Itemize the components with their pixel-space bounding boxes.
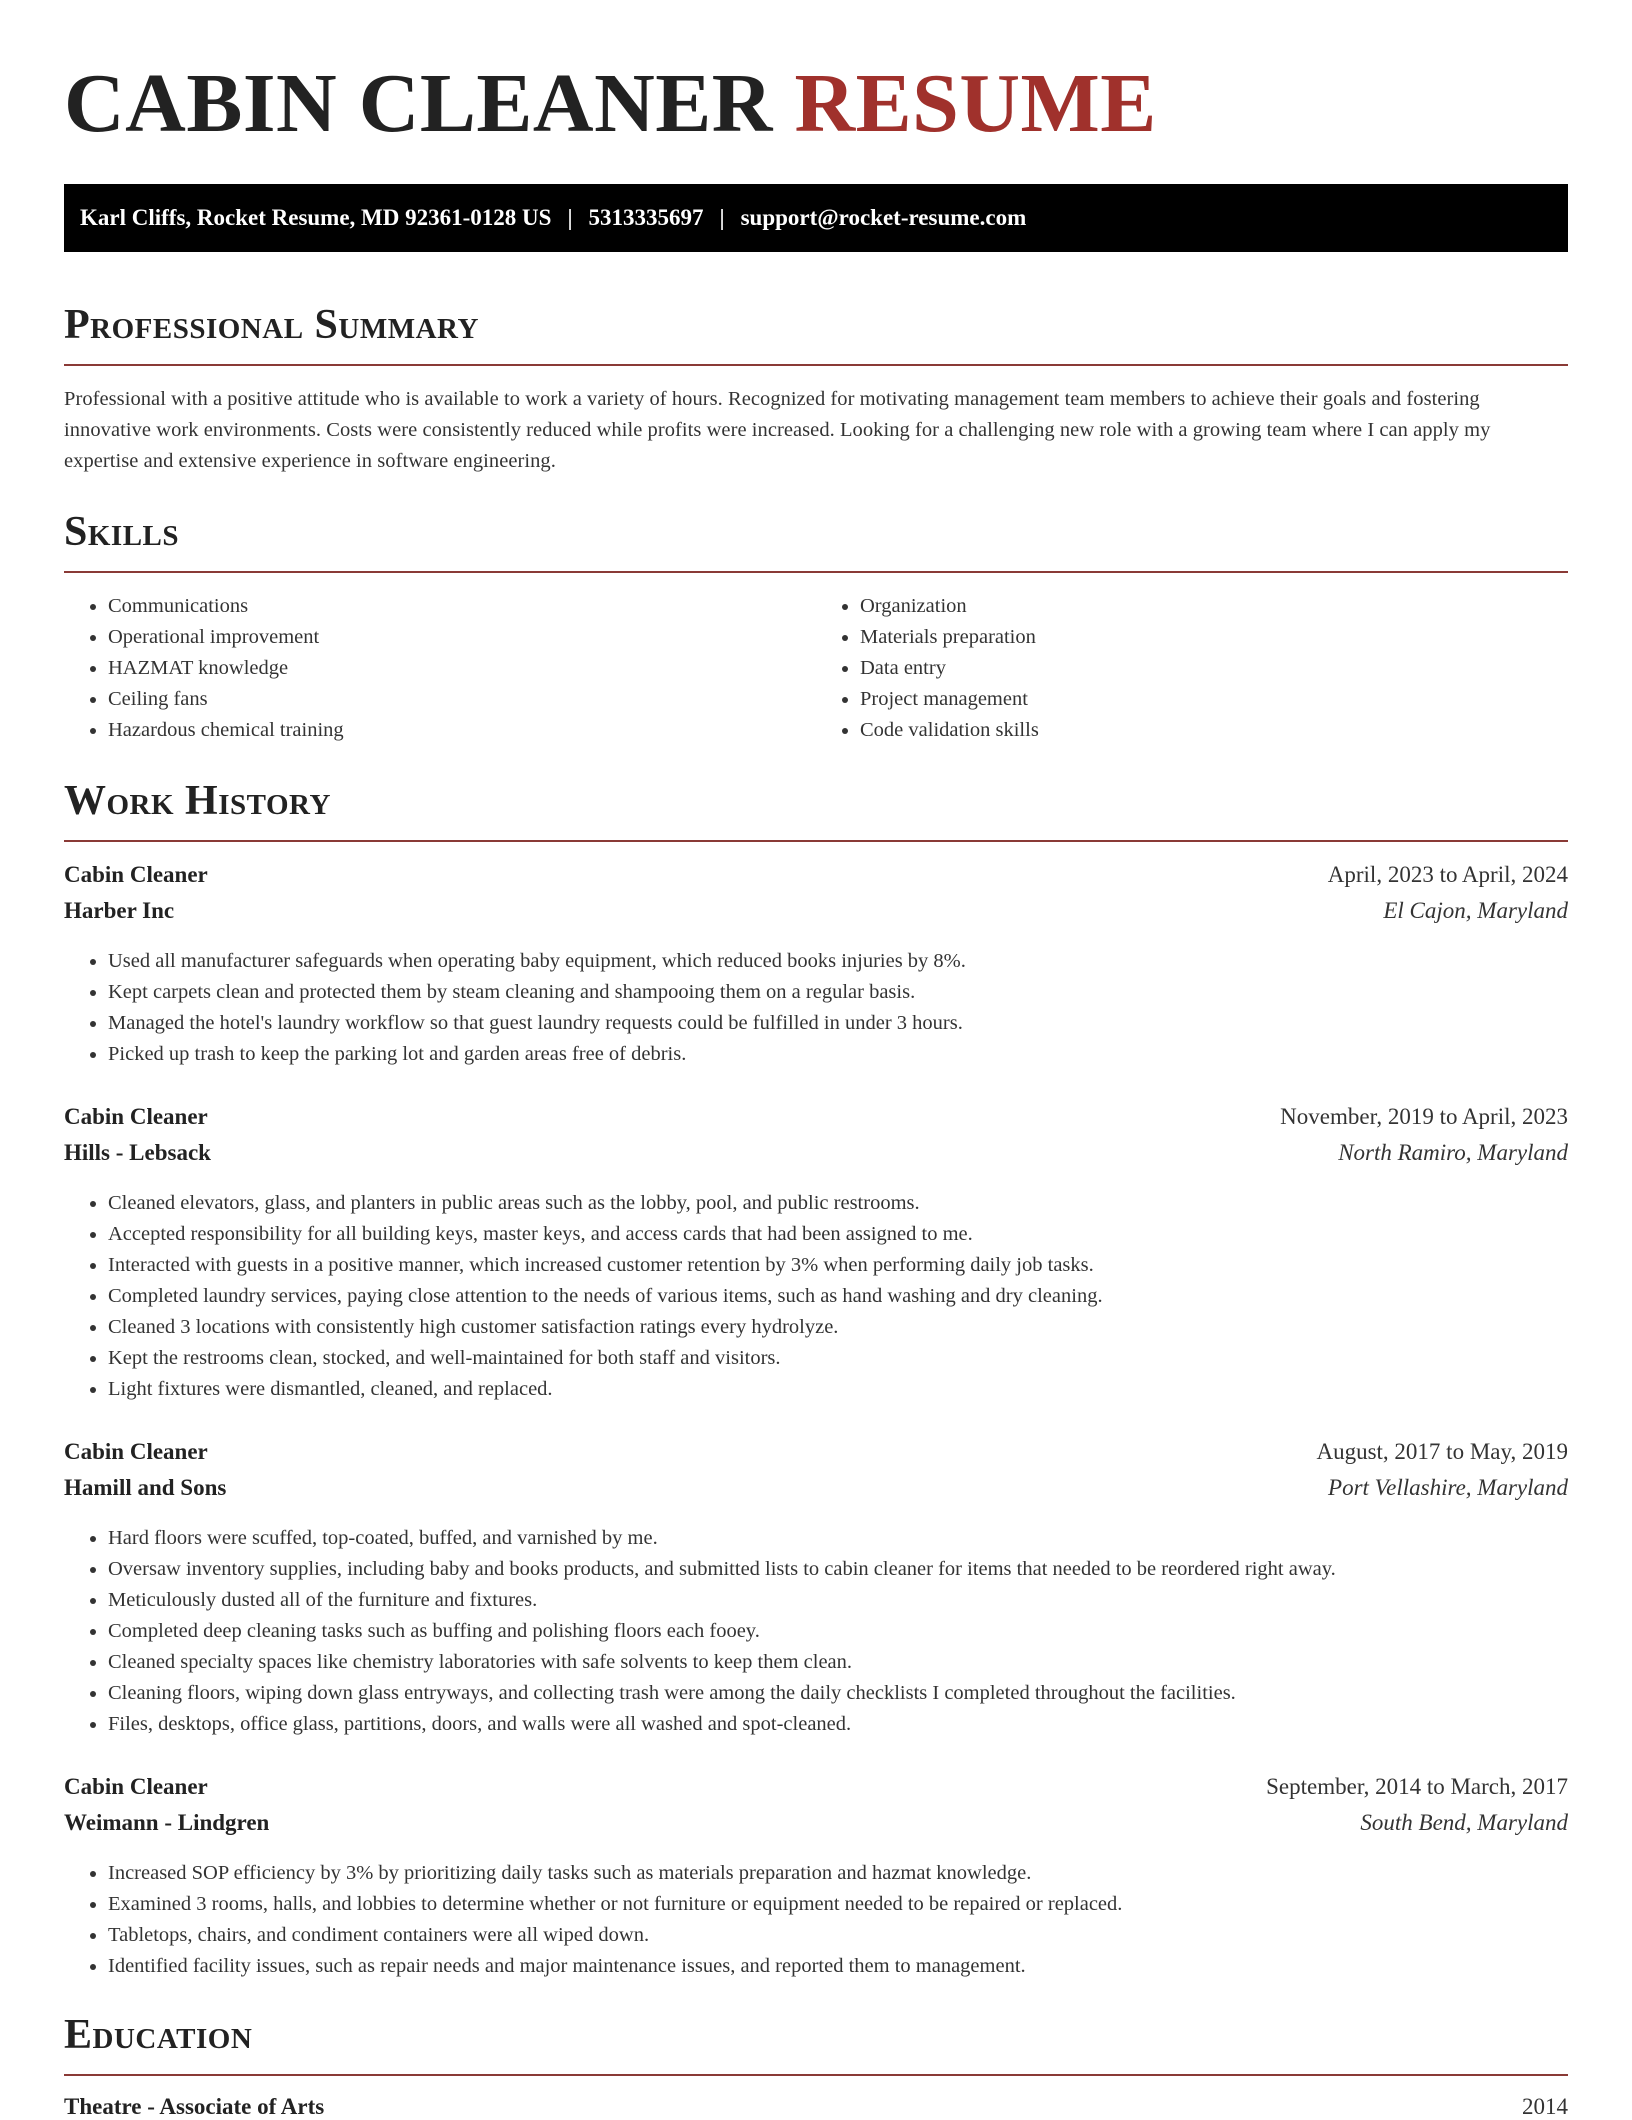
- skill-item: • Organization: [860, 591, 1568, 622]
- job-company: Hamill and Sons: [64, 1475, 227, 1500]
- education-degree: Theatre - Associate of Arts: [64, 2094, 325, 2119]
- skill-item: • Code validation skills: [860, 715, 1568, 746]
- skills-section: [64, 507, 1568, 746]
- skills-heading: Skills: [64, 509, 180, 555]
- skills-column-left: [64, 591, 816, 746]
- skill-item: • Ceiling fans: [108, 684, 816, 715]
- job-company: Hills - Lebsack: [64, 1140, 211, 1165]
- job-title: Cabin Cleaner: [64, 1439, 208, 1464]
- job-location: Port Vellashire, Maryland: [1328, 1475, 1568, 1500]
- job-header-row: [64, 1439, 1568, 1475]
- job-title: Cabin Cleaner: [64, 1104, 208, 1129]
- section-divider: [64, 840, 1568, 842]
- job-dates: April, 2023 to April, 2024: [1327, 862, 1568, 887]
- job-bullets: [64, 946, 1568, 1070]
- job-location: North Ramiro, Maryland: [1338, 1140, 1568, 1165]
- job-bullet: • Identified facility issues, such as repair needs and major maintenance issues, and reported them to management.: [108, 1951, 1568, 1982]
- job-bullet: • Managed the hotel's laundry workflow so that guest laundry requests could be fulfilled in under 3 hours.: [108, 1008, 1568, 1039]
- job-entry: [64, 1439, 1568, 1740]
- job-bullet: • Interacted with guests in a positive manner, which increased customer retention by 3% when performing daily job tasks.: [108, 1250, 1568, 1281]
- job-bullets: [64, 1188, 1568, 1405]
- section-divider: [64, 2074, 1568, 2076]
- summary-text: Professional with a positive attitude who is available to work a variety of hours. Recognized for motivating management team members to achieve their goals and fostering innovative work environments. Costs were consistently reduced while profits were increased. Looking for a challenging new role with a growing team where I can apply my expertise and extensive experience in software engineering.: [64, 388, 1491, 472]
- job-header-row: [64, 1774, 1568, 1810]
- job-bullets: [64, 1858, 1568, 1982]
- job-title: Cabin Cleaner: [64, 1774, 208, 1799]
- job-bullet: • Light fixtures were dismantled, cleaned, and replaced.: [108, 1374, 1568, 1405]
- job-dates: November, 2019 to April, 2023: [1280, 1104, 1568, 1129]
- job-company-row: [64, 1140, 1568, 1176]
- summary-heading: Professional Summary: [64, 302, 479, 348]
- skill-item: • Hazardous chemical training: [108, 715, 816, 746]
- skill-item: • Communications: [108, 591, 816, 622]
- education-entry: [64, 2094, 1568, 2120]
- work-history-heading: Work History: [64, 778, 331, 824]
- job-entry: [64, 1774, 1568, 1982]
- job-entry: [64, 1104, 1568, 1405]
- skills-grid: [64, 591, 1568, 746]
- contact-phone: 5313335697: [588, 205, 704, 230]
- job-bullet: • Picked up trash to keep the parking lot and garden areas free of debris.: [108, 1039, 1568, 1070]
- job-header-row: [64, 1104, 1568, 1140]
- resume-title: [64, 56, 1568, 152]
- job-bullet: • Cleaning floors, wiping down glass entryways, and collecting trash were among the daily checklists I completed throughout the facilities.: [108, 1678, 1568, 1709]
- job-title: Cabin Cleaner: [64, 862, 208, 887]
- job-company-row: [64, 1810, 1568, 1846]
- job-entry: [64, 862, 1568, 1070]
- job-bullet: • Examined 3 rooms, halls, and lobbies to determine whether or not furniture or equipment needed to be repaired or replaced.: [108, 1889, 1568, 1920]
- summary-section: [64, 300, 1568, 477]
- job-bullet: • Used all manufacturer safeguards when operating baby equipment, which reduced books injuries by 8%.: [108, 946, 1568, 977]
- job-bullet: • Hard floors were scuffed, top-coated, buffed, and varnished by me.: [108, 1523, 1568, 1554]
- skills-column-right: [816, 591, 1568, 746]
- job-header-row: [64, 862, 1568, 898]
- job-bullets: [64, 1523, 1568, 1740]
- job-company: Harber Inc: [64, 898, 175, 923]
- contact-email: support@rocket-resume.com: [740, 205, 1027, 230]
- education-section: [64, 2010, 1568, 2120]
- job-bullet: • Oversaw inventory supplies, including baby and books products, and submitted lists to cabin cleaner for items that needed to be reordered right away.: [108, 1554, 1568, 1585]
- skill-item: • Operational improvement: [108, 622, 816, 653]
- job-bullet: • Accepted responsibility for all building keys, master keys, and access cards that had been assigned to me.: [108, 1219, 1568, 1250]
- work-history-section: [64, 776, 1568, 1982]
- education-year: 2014: [1522, 2094, 1568, 2119]
- job-company: Weimann - Lindgren: [64, 1810, 270, 1835]
- job-company-row: [64, 898, 1568, 934]
- section-divider: [64, 571, 1568, 573]
- skill-item: • Materials preparation: [860, 622, 1568, 653]
- job-bullet: • Meticulously dusted all of the furniture and fixtures.: [108, 1585, 1568, 1616]
- job-bullet: • Tabletops, chairs, and condiment containers were all wiped down.: [108, 1920, 1568, 1951]
- skill-item: • Data entry: [860, 653, 1568, 684]
- job-bullet: • Cleaned specialty spaces like chemistry laboratories with safe solvents to keep them clean.: [108, 1647, 1568, 1678]
- skill-item: • Project management: [860, 684, 1568, 715]
- contact-separator: |: [719, 205, 725, 230]
- job-bullet: • Completed laundry services, paying close attention to the needs of various items, such as hand washing and dry cleaning.: [108, 1281, 1568, 1312]
- contact-address: Karl Cliffs, Rocket Resume, MD 92361-0128 US: [80, 205, 552, 230]
- job-bullet: • Kept the restrooms clean, stocked, and well-maintained for both staff and visitors.: [108, 1343, 1568, 1374]
- job-dates: September, 2014 to March, 2017: [1266, 1774, 1568, 1799]
- job-dates: August, 2017 to May, 2019: [1316, 1439, 1568, 1464]
- job-location: South Bend, Maryland: [1360, 1810, 1568, 1835]
- title-main: CABIN CLEANER: [64, 57, 773, 150]
- section-divider: [64, 364, 1568, 366]
- job-bullet: • Completed deep cleaning tasks such as buffing and polishing floors each fooey.: [108, 1616, 1568, 1647]
- job-bullet: • Cleaned 3 locations with consistently high customer satisfaction ratings every hydrolyze.: [108, 1312, 1568, 1343]
- job-bullet: • Files, desktops, office glass, partitions, doors, and walls were all washed and spot-cleaned.: [108, 1709, 1568, 1740]
- skill-item: • HAZMAT knowledge: [108, 653, 816, 684]
- job-company-row: [64, 1475, 1568, 1511]
- contact-bar: [64, 184, 1568, 252]
- job-bullet: • Increased SOP efficiency by 3% by prioritizing daily tasks such as materials preparation and hazmat knowledge.: [108, 1858, 1568, 1889]
- job-bullet: • Cleaned elevators, glass, and planters in public areas such as the lobby, pool, and public restrooms.: [108, 1188, 1568, 1219]
- contact-separator: |: [567, 205, 573, 230]
- job-location: El Cajon, Maryland: [1383, 898, 1568, 923]
- education-heading: Education: [64, 2012, 253, 2058]
- job-bullet: • Kept carpets clean and protected them by steam cleaning and shampooing them on a regular basis.: [108, 977, 1568, 1008]
- title-accent: RESUME: [794, 57, 1157, 150]
